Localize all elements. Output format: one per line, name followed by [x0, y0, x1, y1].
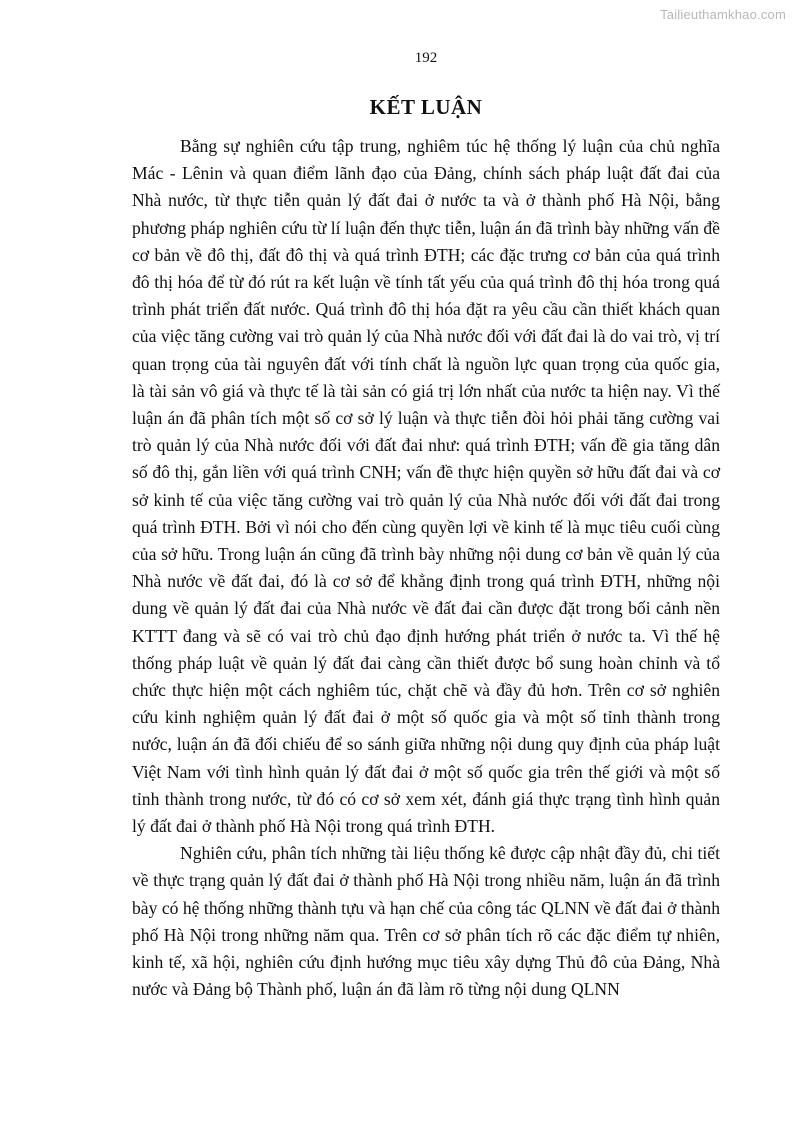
watermark-text: Tailieuthamkhao.com [660, 7, 786, 22]
page-number: 192 [414, 50, 438, 66]
document-title: KẾT LUẬN [369, 95, 483, 119]
document-body [132, 133, 720, 1004]
paragraph-1: Bằng sự nghiên cứu tập trung, nghiêm túc hệ thống lý luận của chủ nghĩa Mác - Lênin và quan điểm lãnh đạo của Đảng, chính sách pháp luật đất đai của Nhà nước, từ thực tiễn quản lý đất đai ở nước ta và ở thành phố Hà Nội, bằng phương pháp nghiên cứu từ lí luận đến thực tiễn, luận án đã trình bày những vấn đề cơ bản về đô thị, đất đô thị và quá trình ĐTH; các đặc trưng cơ bản của quá trình đô thị hóa để từ đó rút ra kết luận về tính tất yếu của quá trình đô thị hóa trong quá trình phát triển đất nước. Quá trình đô thị hóa đặt ra yêu cầu cần thiết khách quan của việc tăng cường vai trò quản lý của Nhà nước đối với đất đai là do vai trò, vị trí quan trọng của tài nguyên đất với tính chất là nguồn lực quan trọng của quốc gia, là tài sản vô giá và thực tế là tài sản có giá trị lớn nhất của nước ta hiện nay. Vì thế luận án đã phân tích một số cơ sở lý luận và thực tiễn đòi hỏi phải tăng cường vai trò quản lý của Nhà nước đối với đất đai như: quá trình ĐTH; vấn đề gia tăng dân số đô thị, gắn liền với quá trình CNH; vấn đề thực hiện quyền sở hữu đất đai và cơ sở kinh tế của việc tăng cường vai trò quản lý của Nhà nước đối với đất đai trong quá trình ĐTH. Bởi vì nói cho đến cùng quyền lợi về kinh tế là mục tiêu cuối cùng của sở hữu. Trong luận án cũng đã trình bày những nội dung cơ bản về quản lý của Nhà nước về đất đai, đó là cơ sở để khẳng định trong quá trình ĐTH, những nội dung về quản lý đất đai của Nhà nước về đất đai cần được đặt trong bối cảnh nền KTTT đang và sẽ có vai trò chủ đạo định hướng phát triển ở nước ta. Vì thế hệ thống pháp luật về quản lý đất đai càng cần thiết được bổ sung hoàn chỉnh và tổ chức thực hiện một cách nghiêm túc, chặt chẽ và đầy đủ hơn. Trên cơ sở nghiên cứu kinh nghiệm quản lý đất đai ở một số quốc gia và một số tỉnh thành trong nước, luận án đã đối chiếu để so sánh giữa những nội dung quy định của pháp luật Việt Nam với tình hình quản lý đất đai ở một số quốc gia trên thế giới và một số tỉnh thành trong nước, từ đó có cơ sở xem xét, đánh giá thực trạng tình hình quản lý đất đai ở thành phố Hà Nội trong quá trình ĐTH. [132, 136, 720, 837]
paragraph-2: Nghiên cứu, phân tích những tài liệu thống kê được cập nhật đầy đủ, chi tiết về thực trạng quản lý đất đai ở thành phố Hà Nội trong nhiều năm, luận án đã trình bày có hệ thống những thành tựu và hạn chế của công tác QLNN về đất đai ở thành phố Hà Nội trong những năm qua. Trên cơ sở phân tích rõ các đặc điểm tự nhiên, kinh tế, xã hội, nghiên cứu định hướng mục tiêu xây dựng Thủ đô của Đảng, Nhà nước và Đảng bộ Thành phố, luận án đã làm rõ từng nội dung QLNN [132, 843, 720, 1000]
